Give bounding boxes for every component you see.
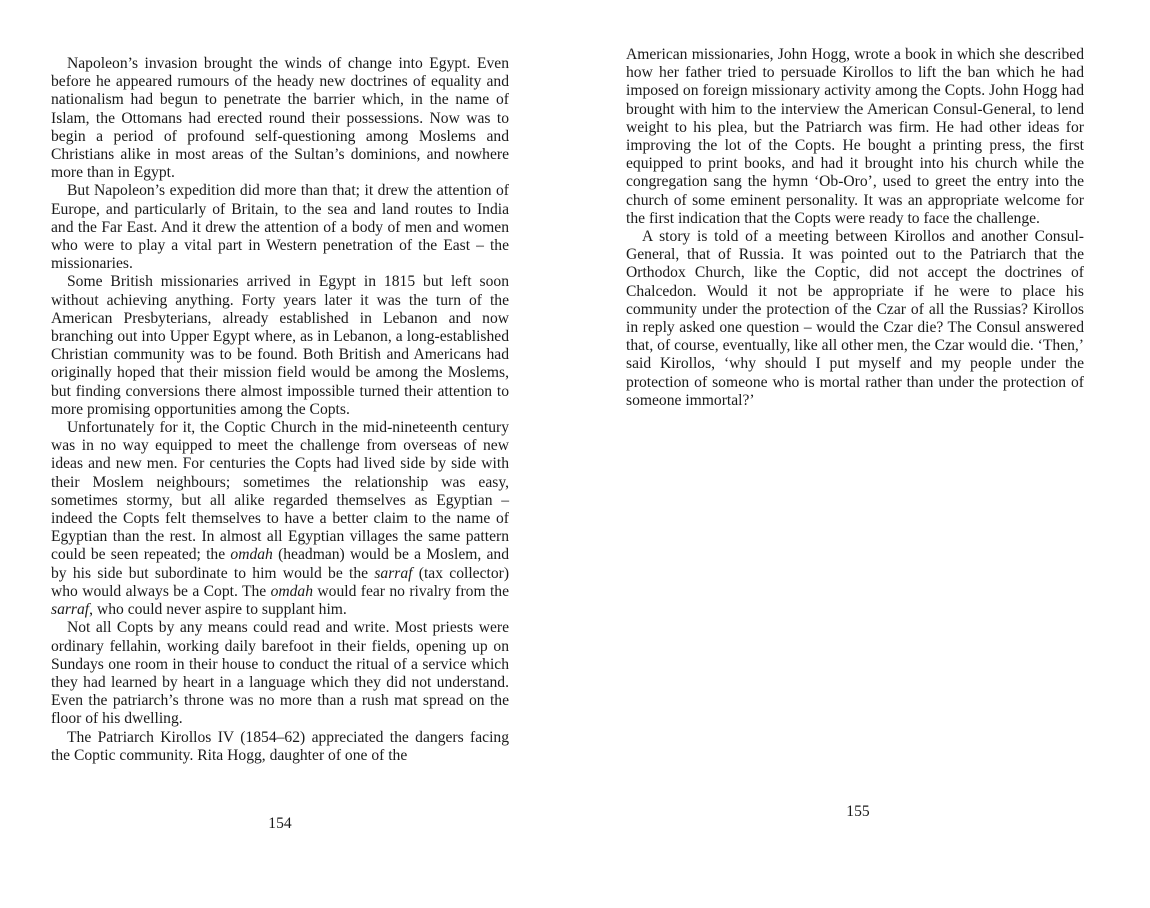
text-run: Some British missionaries arrived in Egypt in 1815 but left soon without achieving anything. Forty years later it was the turn of the American Presbyterians, already established in Lebanon and now branching out into Upper Egypt where, as in Lebanon, a long-established Christian community was to be found. Both British and Americans had originally hoped that their mission field would be among the Moslems, but finding conversions there almost impossible turned their attention to more promising opportunities among the Copts. [51,273,509,418]
paragraph [51,619,509,728]
text-run: Napoleon’s invasion brought the winds of change into Egypt. Even before he appeared rumours of the heady new doctrines of equality and nationalism had begun to penetrate the barrier which, in the name of Islam, the Ottomans had erected round their possessions. Now was to begin a period of profound self-questioning among Moslems and Christians alike in most areas of the Sultan’s dominions, and nowhere more than in Egypt. [51,55,509,182]
text-run: American missionaries, John Hogg, wrote a book in which she described how her father tried to persuade Kirollos to lift the ban which he had imposed on foreign missionary activity among the Copts. John Hogg had brought with him to the interview the American Consul-General, to lend weight to his plea, but the Patriarch was firm. He had other ideas for improving the lot of the Copts. He bought a printing press, the first equipped to print books, and had it brought into his church while the congregation sang the hymn ‘Ob-Oro’, used to greet the entry into the church of some eminent personality. It was an appropriate welcome for the first indication that the Copts were ready to face the challenge. [626,46,1084,227]
text-run: (tax collector) who would always be a Copt. The [51,564,510,600]
text-run: , who could never aspire to supplant him. [89,601,347,619]
paragraph [626,46,1084,228]
text-run: Unfortunately for it, the Coptic Church in the mid-nineteenth century was in no way equipped to meet the challenge from overseas of new ideas and new men. For centuries the Copts had lived side by side with their Moslem neighbours; sometimes the relationship was easy, sometimes stormy, but all alike regarded themselves as Egyptian – indeed the Copts felt themselves to have a better claim to the name of Egyptian than the rest. In almost all Egyptian villages the same pattern could be seen repeated; the [51,419,509,564]
right-page [575,0,1150,908]
text-run: A story is told of a meeting between Kirollos and another Consul-General, that of Russia. It was pointed out to the Patriarch that the Orthodox Church, like the Coptic, did not accept the doctrines of Chalcedon. Would it not be appropriate if he were to place his community under the protection of the Czar of all the Russias? Kirollos in reply asked one question – would the Czar die? The Consul answered that, of course, eventually, like all other men, the Czar would die. ‘Then,’ said Kirollos, ‘why should I put myself and my people under the protection of someone who is mortal rather than under the protection of someone immortal?’ [626,228,1084,409]
italic-term: sarraf [51,601,90,619]
paragraph [51,419,509,619]
paragraph [51,273,509,419]
page-number-right: 155 [846,803,870,820]
italic-term: omdah [270,582,314,600]
paragraph [51,55,509,182]
text-run: Not all Copts by any means could read and write. Most priests were ordinary fellahin, working daily barefoot in their fields, opening up on Sundays one room in their house to conduct the ritual of a service which they had learned by heart in a language which they did not understand. Even the patriarch’s throne was no more than a rush mat spread on the floor of his dwelling. [51,619,509,728]
italic-term: omdah [230,546,273,564]
text-run: The Patriarch Kirollos IV (1854–62) appreciated the dangers facing the Coptic community. Rita Hogg, daughter of one of the [51,728,509,764]
text-run: (headman) would be a Moslem, and by his side but subordinate to him would be the [51,546,510,582]
text-run: But Napoleon’s expedition did more than that; it drew the attention of Europe, and particularly of Britain, to the sea and land routes to India and the Far East. And it drew the attention of a body of men and women who were to play a vital part in Western penetration of the East – the missionaries. [51,182,509,273]
page-number-left: 154 [268,815,292,832]
paragraph [626,228,1084,410]
left-page-body [51,55,509,765]
text-run: would fear no rivalry from the [313,582,509,600]
right-page-body [626,46,1084,410]
paragraph [51,182,509,273]
paragraph [51,729,509,765]
italic-term: sarraf [374,564,413,582]
